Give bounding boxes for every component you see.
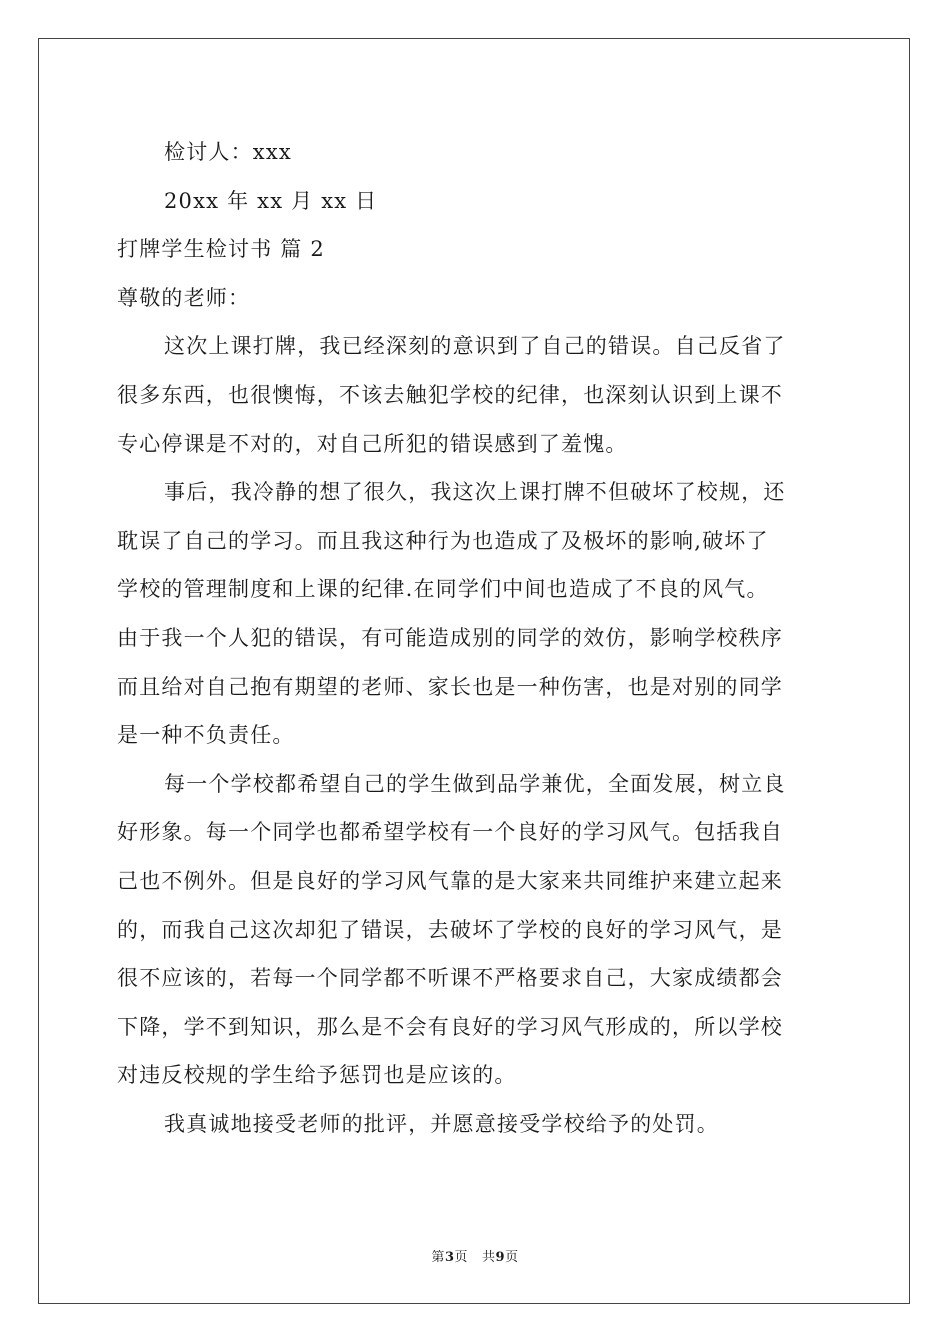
paragraph-line: 事后，我冷静的想了很久，我这次上课打牌不但破坏了校规，还 — [164, 480, 786, 505]
page-total: 9 — [495, 1250, 506, 1265]
paragraph-line: 好形象。每一个同学也都希望学校有一个良好的学习风气。包括我自 — [117, 820, 783, 845]
paragraph-3 — [117, 760, 837, 1100]
document-body — [117, 128, 837, 1148]
paragraph-line: 是一种不负责任。 — [117, 723, 295, 748]
paragraph-line: 很多东西，也很懊悔，不该去触犯学校的纪律，也深刻认识到上课不 — [117, 382, 783, 407]
total-suffix: 页 — [505, 1250, 519, 1265]
paragraph-line: 学校的管理制度和上课的纪律.在同学们中间也造成了不良的风气。 — [117, 577, 769, 602]
section-title: 打牌学生检讨书 篇 2 — [117, 237, 325, 262]
paragraph-line: 每一个学校都希望自己的学生做到品学兼优，全面发展，树立良 — [164, 771, 786, 796]
salutation: 尊敬的老师： — [117, 285, 251, 310]
page-current: 3 — [444, 1250, 455, 1265]
paragraph-line: 对违反校规的学生给予惩罚也是应该的。 — [117, 1063, 517, 1088]
paragraph-line: 专心停课是不对的，对自己所犯的错误感到了羞愧。 — [117, 431, 628, 456]
paragraph-line: 下降，学不到知识，那么是不会有良好的学习风气形成的，所以学校 — [117, 1014, 783, 1039]
paragraph-2 — [117, 468, 837, 760]
reviewer-line: 检讨人：xxx — [164, 140, 292, 164]
paragraph-line: 由于我一个人犯的错误，有可能造成别的同学的效仿，影响学校秩序 — [117, 625, 783, 650]
paragraph-1 — [117, 322, 837, 468]
page-suffix: 页 — [454, 1250, 468, 1265]
paragraph-line: 的，而我自己这次却犯了错误，去破坏了学校的良好的学习风气，是 — [117, 917, 783, 942]
paragraph-4 — [117, 1100, 837, 1149]
page-prefix: 第 — [431, 1250, 445, 1265]
paragraph-line: 我真诚地接受老师的批评，并愿意接受学校给予的处罚。 — [164, 1111, 719, 1136]
page-footer — [0, 1246, 950, 1265]
paragraph-line: 这次上课打牌，我已经深刻的意识到了自己的错误。自己反省了 — [164, 334, 786, 359]
date-line: 20xx 年 xx 月 xx 日 — [164, 188, 378, 213]
paragraph-line: 而且给对自己抱有期望的老师、家长也是一种伤害，也是对别的同学 — [117, 674, 783, 699]
paragraph-line: 己也不例外。但是良好的学习风气靠的是大家来共同维护来建立起来 — [117, 868, 783, 893]
total-prefix: 共 — [482, 1250, 496, 1265]
paragraph-line: 很不应该的，若每一个同学都不听课不严格要求自己，大家成绩都会 — [117, 966, 783, 991]
paragraph-line: 耽误了自己的学习。而且我这种行为也造成了及极坏的影响,破坏了 — [117, 528, 769, 553]
